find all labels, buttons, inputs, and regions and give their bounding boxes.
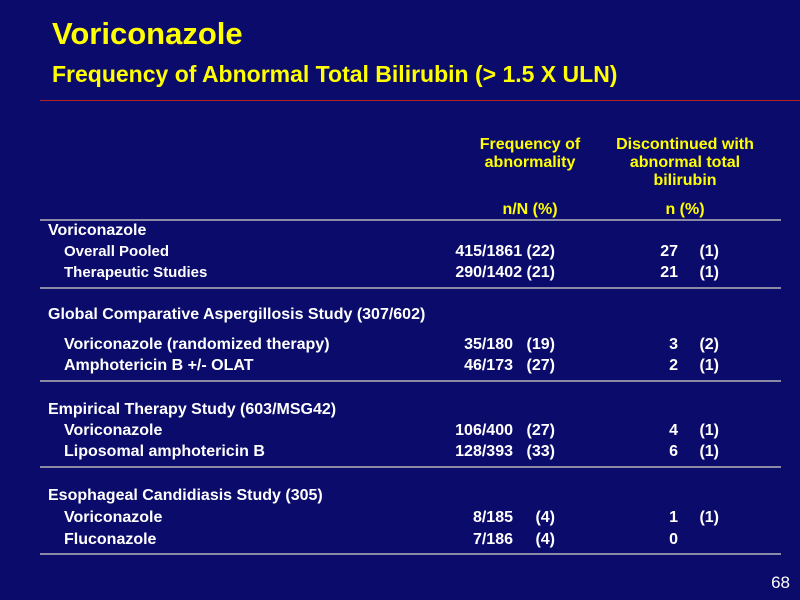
row-frequency-n: 46/173 — [464, 357, 513, 374]
column-header-frequency-line2: abnormality — [484, 154, 576, 171]
row-frequency-pct: (4) — [535, 531, 555, 548]
row-discontinued-n: 2 — [669, 357, 678, 374]
title-divider — [40, 100, 800, 101]
row-discontinued-pct: (1) — [699, 264, 719, 281]
row-label: Amphotericin B +/- OLAT — [64, 357, 254, 374]
row-label: Fluconazole — [64, 531, 157, 548]
row-frequency-n: 8/185 — [472, 509, 513, 526]
row-discontinued-n: 6 — [669, 443, 678, 460]
row-discontinued-n: 3 — [669, 336, 678, 353]
row-frequency-n: 106/400 — [455, 422, 513, 439]
row-frequency: 415/1861 (22) — [455, 243, 555, 260]
table-divider — [40, 380, 781, 382]
column-header-discontinued-line3: bilirubin — [653, 172, 717, 189]
table-divider — [40, 219, 781, 221]
row-discontinued-pct: (1) — [699, 422, 719, 439]
row-frequency-pct: (27) — [526, 422, 555, 439]
table-divider — [40, 553, 781, 555]
row-frequency-pct: (19) — [526, 336, 555, 353]
column-header-discontinued-line1: Discontinued with — [616, 136, 754, 153]
row-frequency-n: 128/393 — [455, 443, 513, 460]
row-frequency-pct: (27) — [526, 357, 555, 374]
row-discontinued-n: 4 — [669, 422, 678, 439]
row-frequency-n: 35/180 — [464, 336, 513, 353]
row-frequency-pct: (33) — [526, 443, 555, 460]
column-header-discontinued-line2: abnormal total — [629, 154, 741, 171]
table-divider — [40, 287, 781, 289]
row-discontinued-pct: (1) — [699, 443, 719, 460]
row-frequency-n: 7/186 — [472, 531, 513, 548]
row-discontinued-pct: (1) — [699, 509, 719, 526]
row-label: Overall Pooled — [64, 243, 170, 260]
row-discontinued-n: 21 — [660, 264, 678, 281]
row-label: Therapeutic Studies — [64, 264, 208, 281]
column-unit-frequency: n/N (%) — [502, 201, 558, 218]
slide-subtitle: Frequency of Abnormal Total Bilirubin (> 1.5 X ULN) — [52, 61, 618, 87]
column-header-frequency-line1: Frequency of — [479, 136, 581, 153]
row-discontinued-n: 0 — [669, 531, 678, 548]
page-number: 68 — [771, 573, 790, 592]
section-label: Esophageal Candidiasis Study (305) — [48, 487, 323, 504]
row-discontinued-n: 27 — [660, 243, 678, 260]
row-discontinued-n: 1 — [669, 509, 678, 526]
slide-title: Voriconazole — [52, 16, 243, 51]
table-divider — [40, 466, 781, 468]
row-label: Voriconazole — [64, 509, 163, 526]
column-unit-discontinued: n (%) — [665, 201, 705, 218]
section-label: Voriconazole — [48, 222, 147, 239]
section-label: Global Comparative Aspergillosis Study (307/602) — [48, 306, 426, 323]
section-label: Empirical Therapy Study (603/MSG42) — [48, 401, 337, 418]
row-frequency: 290/1402 (21) — [455, 264, 555, 281]
row-discontinued-pct: (1) — [699, 243, 719, 260]
row-label: Liposomal amphotericin B — [64, 443, 265, 460]
row-discontinued-pct: (1) — [699, 357, 719, 374]
column-header-discontinued — [580, 136, 790, 190]
row-label: Voriconazole (randomized therapy) — [64, 336, 330, 353]
row-label: Voriconazole — [64, 422, 163, 439]
row-frequency-pct: (4) — [535, 509, 555, 526]
row-discontinued-pct: (2) — [699, 336, 719, 353]
